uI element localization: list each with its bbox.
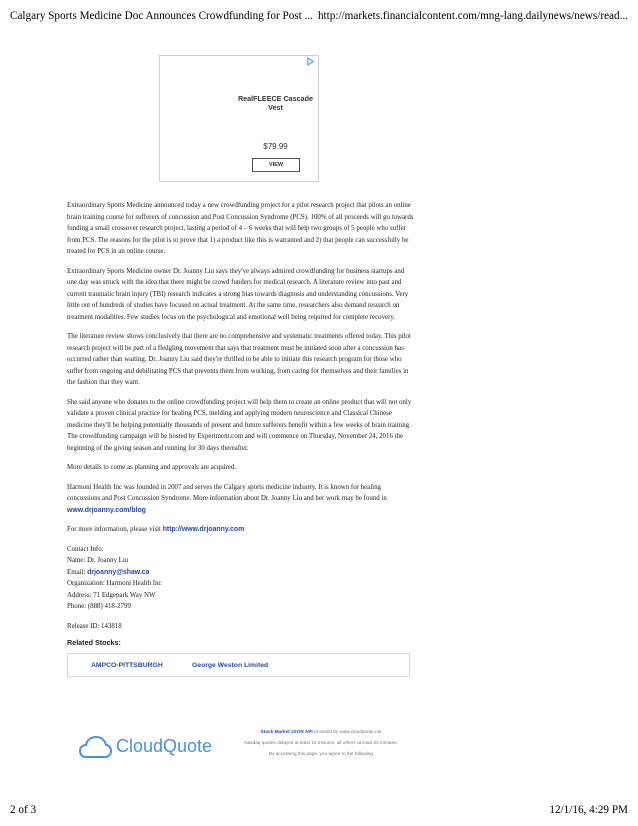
related-stock-link[interactable]: George Weston Limited xyxy=(192,662,269,669)
contact-email-link[interactable]: drjoanny@shaw.ca xyxy=(87,568,150,576)
cloudquote-credit xyxy=(228,729,414,734)
company-text: Harmoni Health Inc was founded in 2007 and serves the Calgary sports medicine industry. It is known for healing concussions and Post Concussion Syndrome. More information about Dr. Joanny Liu and her work may be found in xyxy=(67,483,387,502)
contact-name: Name: Dr. Joanny Liu xyxy=(67,557,129,564)
related-stocks-label: Related Stocks: xyxy=(67,638,121,647)
cloudquote-logo[interactable] xyxy=(78,733,218,763)
related-stock-link[interactable]: AMPCO-PITTSBURGH xyxy=(91,662,163,669)
release-id: Release ID: 143818 xyxy=(67,622,122,630)
article-paragraph: Extraordinary Sports Medicine owner Dr. Joanny Liu says they've always admired crowdfunding for business startups and one day was struck with the idea that there might be crowd funders for medical research. A literature review into past and current traumatic brain injury (TBI) research indicates a strong bias towards diagnosis and understanding concussions. Very little out of hundreds of studies have focused on actual treatment. At the same time, researchers also demand research on treatment modalities. Few studies focus on the psychological and emotional well being required for complete recovery. xyxy=(67,267,409,321)
cloud-icon xyxy=(78,733,112,763)
ad-product-name[interactable]: RealFLEECE Cascade Vest xyxy=(237,94,314,112)
contact-heading: Contact Info: xyxy=(67,545,104,553)
agree-note: By accessing this page, you agree to the following xyxy=(269,751,373,756)
contact-organization: Organization: Harmoni Health Inc xyxy=(67,580,162,587)
more-info-paragraph xyxy=(67,524,415,536)
advertisement[interactable] xyxy=(159,55,319,182)
contact-phone: Phone: (888) 418-2799 xyxy=(67,603,131,610)
site-link[interactable]: http://www.drjoanny.com xyxy=(162,526,245,533)
ad-choices-icon[interactable] xyxy=(306,57,315,66)
ad-view-button[interactable]: VIEW xyxy=(252,158,300,172)
cloudquote-logo-text: CloudQuote xyxy=(116,736,213,756)
article-paragraph: The literature review shows conclusively that there are no comprehensive and systematic treatments offered today. This pilot research project will be part of a fledgling movement that says that treatment must be initiated soon after a concussion has occurred rather than waiting. Dr. Joanny Liu said they're thrilled to be able to initiate this research program for those who suffer from ongoing and debilitating PCS that prevents them from working, from caring for themselves and their families in the fashion that they want. xyxy=(67,333,411,386)
article-paragraph: Extraordinary Sports Medicine announced today a new crowdfunding project for a pilot research project that pilots an online brain training course for sufferers of concussion and Post Concussion Syndrome (PCS). 100% of all proceeds will go towards funding a small crossover research project, lasting a period of 4 – 6 weeks that will help two groups of 5 people who suffer from PCS. The reasons for the pilot is to prove that 1) a product like this is warranted and 2) that people can successfully be treated for PCS in an online course. xyxy=(67,202,414,255)
print-footer-datetime: 12/1/16, 4:29 PM xyxy=(549,804,628,816)
article-body xyxy=(67,200,415,640)
article-paragraph: She said anyone who donates to the online crowdfunding project will help them to create an online product that will not only validate a proven clinical practice for healing PCS, melding and applying modern neuroscience and Classical Chinese medicine they'll be helping potentially thousands of present and future sufferers benefit within a few weeks of brain training. The crowdfunding campaign will be hosted by Experiment.com and will commence on Thursday, November 24, 2016 the beginning of the giving season and running for 30 days thereafter. xyxy=(67,398,412,452)
article-paragraph: More details to come as planning and approvals are acquired. xyxy=(67,464,237,471)
blog-link[interactable]: www.drjoanny.com/blog xyxy=(67,506,146,514)
related-stocks-box xyxy=(67,653,410,677)
contact-address: Address: 71 Edgepark Way NW xyxy=(67,591,156,599)
contact-email-label: Email: xyxy=(67,568,88,576)
print-footer-page: 2 of 3 xyxy=(10,804,37,816)
stock-api-link[interactable]: Stock Market JSON API xyxy=(260,729,313,734)
print-header-url[interactable]: http://markets.financialcontent.com/mng-lang.dailynews/news/read... xyxy=(317,10,628,22)
contact-lines xyxy=(67,544,415,613)
ad-price: $79.99 xyxy=(263,142,288,151)
contact-block xyxy=(67,544,415,633)
provided-by-text: provided by www.cloudquote.net xyxy=(312,729,382,734)
company-paragraph xyxy=(67,482,415,517)
delay-note: Nasdaq quotes delayed at least 15 minutes, all others at least 20 minutes. xyxy=(244,740,398,745)
print-header-title: Calgary Sports Medicine Doc Announces Crowdfunding for Post ... xyxy=(10,10,313,22)
more-info-text: For more information, please visit xyxy=(67,526,163,533)
